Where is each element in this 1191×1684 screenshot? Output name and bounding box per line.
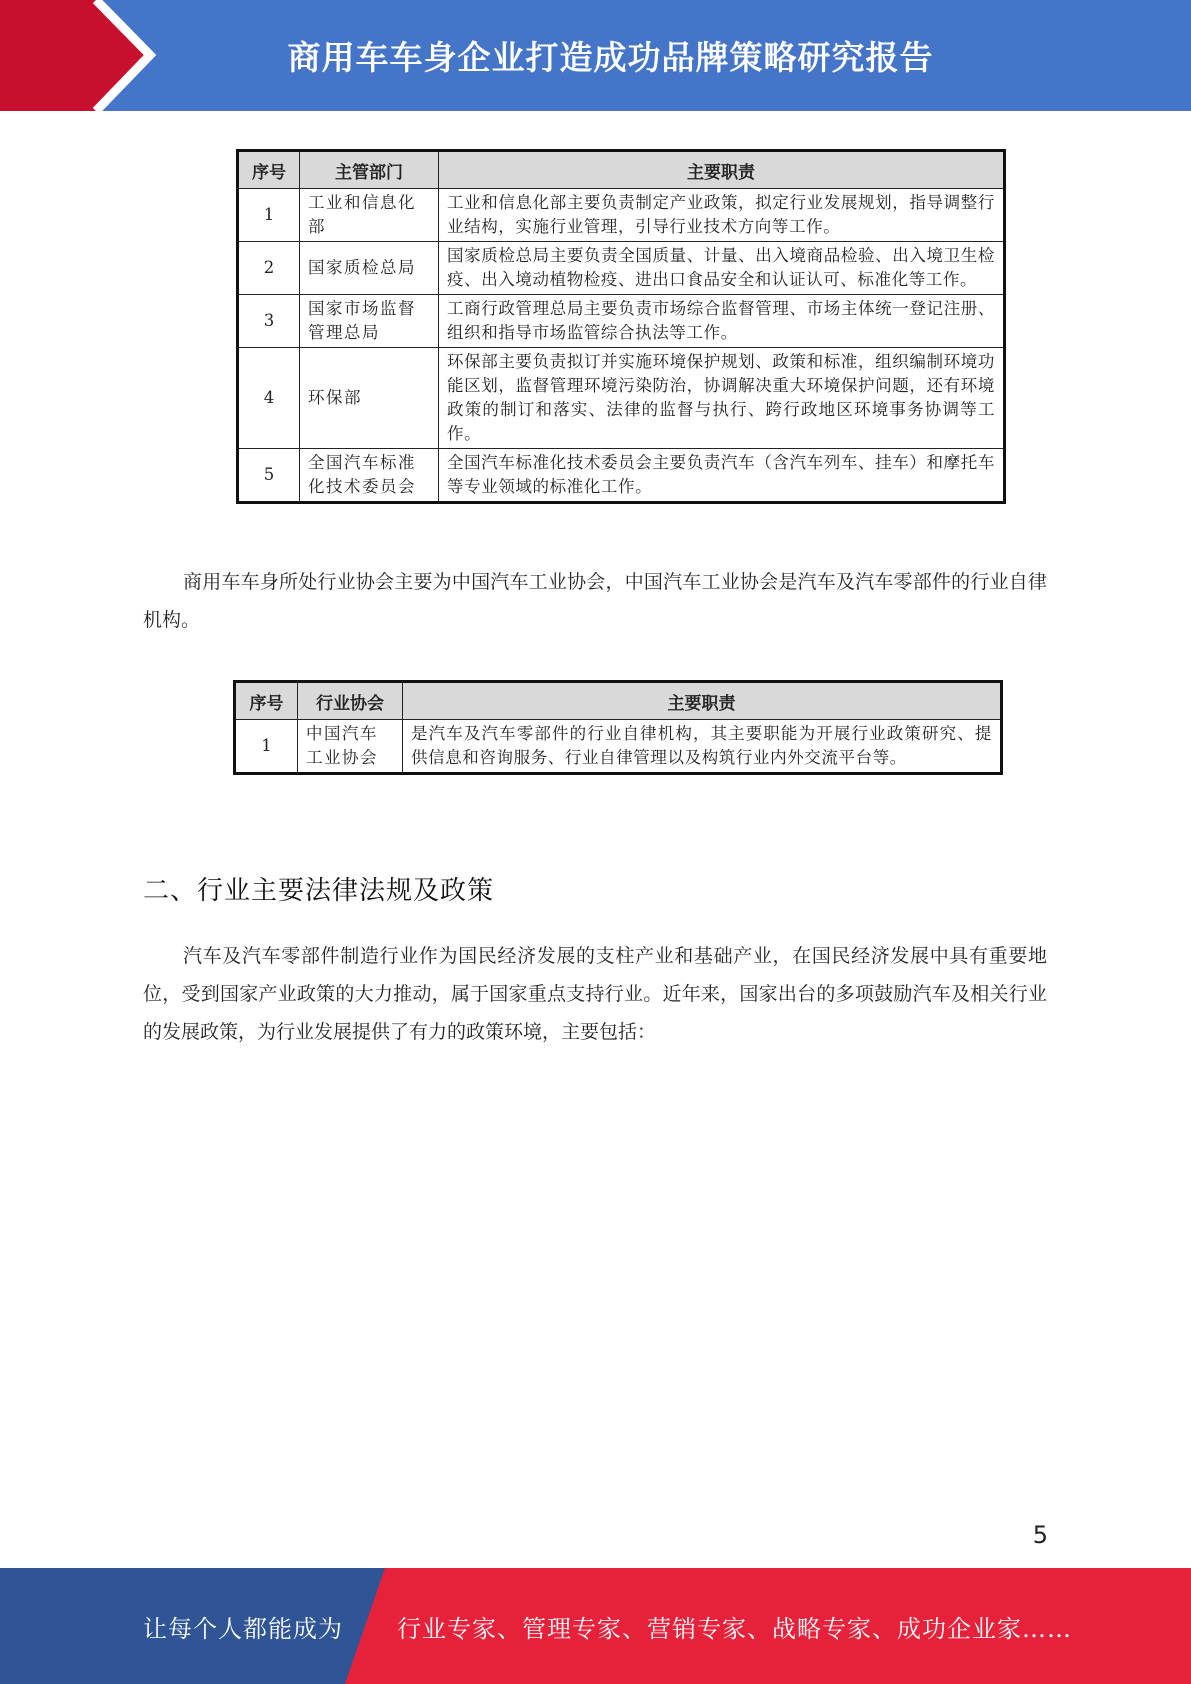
regulator-table bbox=[236, 149, 1006, 504]
column-header-association: 行业协会 bbox=[298, 682, 403, 720]
association-paragraph: 商用车车身所处行业协会主要为中国汽车工业协会，中国汽车工业协会是汽车及汽车零部件的行业自律机构。 bbox=[143, 571, 1047, 631]
column-header-duty: 主要职责 bbox=[439, 151, 1005, 189]
table-header-row bbox=[238, 151, 1005, 189]
row-number: 1 bbox=[238, 189, 300, 242]
column-header-duty: 主要职责 bbox=[403, 682, 1002, 720]
header-banner bbox=[0, 0, 1191, 111]
footer-banner bbox=[0, 1568, 1191, 1684]
footer-slogan-right: 行业专家、管理专家、营销专家、战略专家、成功企业家…… bbox=[397, 1614, 1072, 1643]
table-row bbox=[238, 449, 1005, 503]
table-row bbox=[238, 242, 1005, 295]
row-association: 中国汽车工业协会 bbox=[298, 720, 403, 774]
table-header-row bbox=[235, 682, 1002, 720]
row-duty: 工业和信息化部主要负责制定产业政策，拟定行业发展规划，指导调整行业结构，实施行业管理，引导行业技术方向等工作。 bbox=[439, 189, 1005, 242]
row-number: 4 bbox=[238, 348, 300, 449]
row-duty: 是汽车及汽车零部件的行业自律机构，其主要职能为开展行业政策研究、提供信息和咨询服务、行业自律管理以及构筑行业内外交流平台等。 bbox=[403, 720, 1002, 774]
footer-slogan-left: 让每个人都能成为 bbox=[143, 1614, 343, 1643]
section-heading: 二、行业主要法律法规及政策 bbox=[143, 876, 495, 906]
table-row bbox=[238, 348, 1005, 449]
row-department: 环保部 bbox=[300, 348, 439, 449]
document-title: 商用车车身企业打造成功品牌策略研究报告 bbox=[287, 38, 934, 77]
page-number: 5 bbox=[1032, 1521, 1048, 1549]
header-arrow-decoration bbox=[0, 0, 160, 111]
policy-paragraph: 汽车及汽车零部件制造行业作为国民经济发展的支柱产业和基础产业，在国民经济发展中具有重要地位，受到国家产业政策的大力推动，属于国家重点支持行业。近年来，国家出台的多项鼓励汽车及相关行业的发展政策，为行业发展提供了有力的政策环境，主要包括： bbox=[143, 945, 1047, 1043]
column-header-no: 序号 bbox=[238, 151, 300, 189]
row-department: 工业和信息化部 bbox=[300, 189, 439, 242]
row-number: 3 bbox=[238, 295, 300, 348]
row-department: 国家质检总局 bbox=[300, 242, 439, 295]
table-row bbox=[238, 189, 1005, 242]
association-table bbox=[233, 680, 1003, 775]
table-row bbox=[238, 295, 1005, 348]
column-header-no: 序号 bbox=[235, 682, 298, 720]
row-duty: 环保部主要负责拟订并实施环境保护规划、政策和标准，组织编制环境功能区划，监督管理环境污染防治，协调解决重大环境保护问题，还有环境政策的制订和落实、法律的监督与执行、跨行政地区环境事务协调等工作。 bbox=[439, 348, 1005, 449]
row-duty: 全国汽车标准化技术委员会主要负责汽车（含汽车列车、挂车）和摩托车等专业领域的标准化工作。 bbox=[439, 449, 1005, 503]
row-number: 5 bbox=[238, 449, 300, 503]
column-header-dept: 主管部门 bbox=[300, 151, 439, 189]
row-department: 国家市场监督管理总局 bbox=[300, 295, 439, 348]
row-duty: 国家质检总局主要负责全国质量、计量、出入境商品检验、出入境卫生检疫、出入境动植物检疫、进出口食品安全和认证认可、标准化等工作。 bbox=[439, 242, 1005, 295]
row-number: 1 bbox=[235, 720, 298, 774]
table-row bbox=[235, 720, 1002, 774]
row-number: 2 bbox=[238, 242, 300, 295]
row-department: 全国汽车标准化技术委员会 bbox=[300, 449, 439, 503]
row-duty: 工商行政管理总局主要负责市场综合监督管理、市场主体统一登记注册、组织和指导市场监管综合执法等工作。 bbox=[439, 295, 1005, 348]
